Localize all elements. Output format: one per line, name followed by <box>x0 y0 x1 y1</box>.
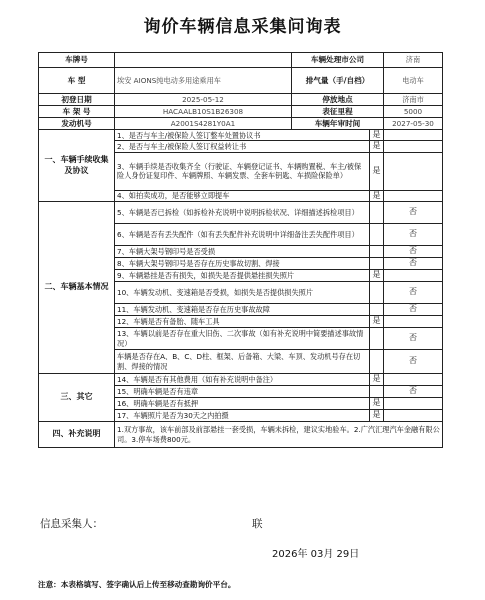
answer-no <box>384 152 443 190</box>
question-row: 11、车辆发动机、变速箱是否存在历史事故故障 <box>115 304 370 316</box>
collector-tail: 联 <box>252 518 263 530</box>
inquiry-form-table <box>38 52 443 448</box>
answer-yes: 是 <box>370 152 384 190</box>
answer-no <box>384 398 443 410</box>
answer-yes <box>370 328 384 350</box>
answer-yes: 是 <box>370 141 384 152</box>
vehicle-info-block <box>39 53 443 130</box>
question-row: 6、车辆是否有丢失配件（如有丢失配件补充说明中详细备注丢失配件项目） <box>115 224 370 246</box>
answer-no: 否 <box>384 328 443 350</box>
plate-label: 车牌号 <box>39 53 115 68</box>
answer-no <box>384 316 443 328</box>
model-label: 车 型 <box>39 68 115 94</box>
answer-no: 否 <box>384 350 443 374</box>
question-row: 12、车辆是否有备胎、随车工具 <box>115 316 370 328</box>
question-row: 9、车辆悬挂是否有损失，如损失是否提供悬挂损失照片 <box>115 270 370 282</box>
question-row: 17、车辆照片是否为30天之内拍摄 <box>115 410 370 422</box>
engine-no-value: A2001S4281Y0A1 <box>115 118 292 130</box>
answer-yes <box>370 282 384 304</box>
answer-no: 否 <box>384 386 443 398</box>
answer-yes <box>370 304 384 316</box>
section-1-title: 一、车辆手续收集及协议 <box>39 130 115 202</box>
answer-yes <box>370 350 384 374</box>
answer-yes: 是 <box>370 410 384 422</box>
question-row: 14、车辆是否有其他费用（如有补充说明中备注） <box>115 374 370 386</box>
answer-no <box>384 270 443 282</box>
section-1 <box>39 130 443 202</box>
vin-label: 车 架 号 <box>39 106 115 118</box>
park-value: 济南市 <box>384 94 443 106</box>
question-row: 13、车辆以前是否存在重大旧伤、二次事故（如有补充说明中简要描述事故情况） <box>115 328 370 350</box>
collector-label: 信息采集人： <box>40 518 103 530</box>
answer-no: 否 <box>384 246 443 258</box>
odometer-label: 表征里程 <box>292 106 384 118</box>
section-3 <box>39 374 443 422</box>
question-row: 2、是否与车主/被保险人签订权益转让书 <box>115 141 370 152</box>
vin-value: HACAALB10S1B26308 <box>115 106 292 118</box>
answer-no <box>384 410 443 422</box>
question-row: 8、车辆大架号钢印号是否存在历史事故切割、焊接 <box>115 258 370 270</box>
answer-no: 否 <box>384 202 443 224</box>
answer-yes: 是 <box>370 270 384 282</box>
section-2 <box>39 202 443 374</box>
answer-yes <box>370 202 384 224</box>
odometer-value: 5000 <box>384 106 443 118</box>
displacement-label: 排气量（手/自档） <box>292 68 384 94</box>
answer-yes <box>370 258 384 270</box>
section-3-title: 三、其它 <box>39 374 115 422</box>
question-row: 10、车辆发动机、变速箱是否受损，如损失是否提供损失照片 <box>115 282 370 304</box>
question-row: 15、明确车辆是否有违章 <box>115 386 370 398</box>
park-label: 停放地点 <box>292 94 384 106</box>
question-row: 1、是否与车主/被保险人签订整车处置协议书 <box>115 130 370 141</box>
answer-yes <box>370 224 384 246</box>
question-row: 3、车辆手续是否收集齐全（行驶证、车辆登记证书、车辆购置税、车主/被保险人身份证复印件、车辆牌照、车辆发票、全套车钥匙、车损险保险单） <box>115 152 370 190</box>
answer-yes <box>370 246 384 258</box>
answer-yes <box>370 386 384 398</box>
footer-note: 注意：本表格填写、签字确认后上传至移动查勘询价平台。 <box>38 580 236 589</box>
question-row: 5、车辆是否已拆检（如拆检补充说明中说明拆检状况、详细描述拆检项目） <box>115 202 370 224</box>
answer-no: 否 <box>384 304 443 316</box>
plate-value <box>115 53 292 68</box>
question-row: 车辆是否存在A、B、C、D柱、框架、后备箱、大梁、车顶、发动机号存在切割、焊接的情况 <box>115 350 370 374</box>
supplement-text: 1.双方事故，该车前部及前部悬挂一套受损，车辆未拆检，建议实地验车。2.广汽汇理汽车金融有限公司。3.停车场费800元。 <box>115 422 443 448</box>
answer-no: 否 <box>384 224 443 246</box>
answer-yes: 是 <box>370 190 384 201</box>
answer-no <box>384 374 443 386</box>
sign-date: 2026年 03月 29日 <box>272 549 360 560</box>
dept-label: 车辆处理市公司 <box>292 53 384 68</box>
answer-yes: 是 <box>370 316 384 328</box>
answer-no: 否 <box>384 282 443 304</box>
question-row: 4、如拍卖成功，是否能够立即提车 <box>115 190 370 201</box>
question-row: 16、明确车辆是否有抵押 <box>115 398 370 410</box>
reg-date-value: 2025-05-12 <box>115 94 292 106</box>
answer-yes: 是 <box>370 374 384 386</box>
answer-no: 否 <box>384 258 443 270</box>
inspection-label: 车辆年审时间 <box>292 118 384 130</box>
dept-value: 济南 <box>384 53 443 68</box>
reg-date-label: 初登日期 <box>39 94 115 106</box>
engine-no-label: 发动机号 <box>39 118 115 130</box>
displacement-value: 电动车 <box>384 68 443 94</box>
supplement-block <box>39 422 443 448</box>
question-row: 7、车辆大架号钢印号是否受损 <box>115 246 370 258</box>
answer-no <box>384 130 443 141</box>
answer-no <box>384 141 443 152</box>
supplement-label: 四、补充说明 <box>39 422 115 448</box>
answer-yes: 是 <box>370 398 384 410</box>
form-title: 询价车辆信息采集问询表 <box>143 17 342 37</box>
inspection-value: 2027-05-30 <box>384 118 443 130</box>
section-2-title: 二、车辆基本情况 <box>39 202 115 374</box>
answer-yes: 是 <box>370 130 384 141</box>
answer-no <box>384 190 443 201</box>
model-value: 埃安 AIONS纯电动多用途乘用车 <box>115 68 292 94</box>
